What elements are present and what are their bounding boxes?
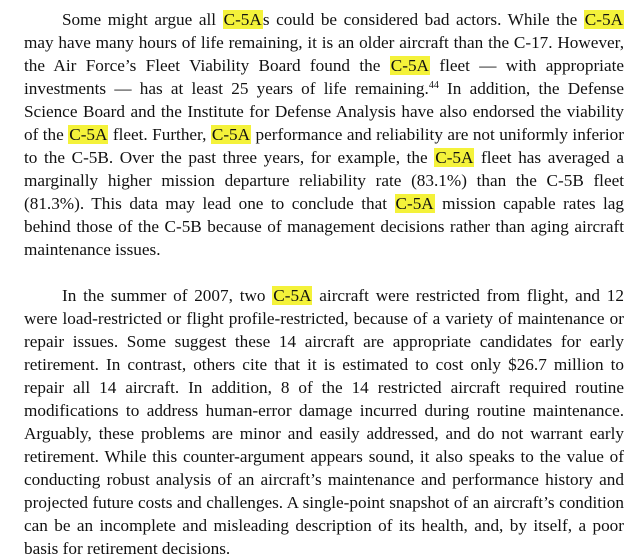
text-run: aircraft were restricted from flight, and 12 were load-restricted or flight profile-restricted, because of a variety of maintenance or repair issues. Some suggest these 14 aircraft are appropriate candidates for early retirement. In contrast, others cite that it is estimated to cost only $26.7 million to repair all 14 aircraft. In addition, 8 of the 14 restricted aircraft required routine modifications to address human-error damage incurred during routine maintenance. Arguably, these problems are minor and easily addressed, and do not warrant early retirement. While this counter-argument appears sound, it also speaks to the value of conducting robust analysis of an aircraft’s maintenance and performance history and projected future costs and challenges. A single-point snapshot of an aircraft’s condition can be an incomplete and misleading description of its health, and, by itself, a poor basis for retirement decisions.	[24, 286, 624, 558]
text-run: may have many hours of life remaining, it is an older aircraft than the C-17. However, the Air Force’s Fleet Viability Board found the	[24, 33, 624, 75]
text-run: fleet. Further,	[108, 125, 211, 144]
highlighted-term: C-5A	[395, 194, 434, 213]
text-run: fleet — with appropriate investments — has at least 25 years of life remaining.	[24, 56, 624, 98]
highlighted-term: C-5A	[390, 56, 429, 75]
document-page	[24, 8, 624, 560]
text-run: s could be considered bad actors. While the	[262, 10, 584, 29]
text-run: performance and reliability are not uniformly inferior to the C-5B. Over the past three years, for example, the	[24, 125, 624, 167]
highlighted-term: C-5A	[211, 125, 251, 144]
paragraph-2	[24, 284, 624, 560]
text-run: Some might argue all	[62, 10, 223, 29]
text-run: mission capable rates lag behind those of the C-5B because of management decisions rather than aging aircraft maintenance issues.	[24, 194, 625, 259]
highlighted-term: C-5A	[223, 10, 262, 29]
text-run: fleet has averaged a marginally higher mission departure reliability rate (83.1%) than the C-5B fleet (81.3%). This data may lead one to conclude that	[24, 148, 625, 213]
paragraph-1	[24, 8, 624, 261]
highlighted-term: C-5A	[584, 10, 623, 29]
text-run: In the summer of 2007, two	[62, 286, 273, 305]
highlighted-term: C-5A	[435, 148, 474, 167]
highlighted-term: C-5A	[69, 125, 108, 144]
highlighted-term: C-5A	[273, 286, 312, 305]
footnote-marker: 44	[428, 80, 439, 91]
text-run: In addition, the Defense Science Board and the Institute for Defense Analysis have also endorsed the viability of the	[24, 79, 624, 144]
